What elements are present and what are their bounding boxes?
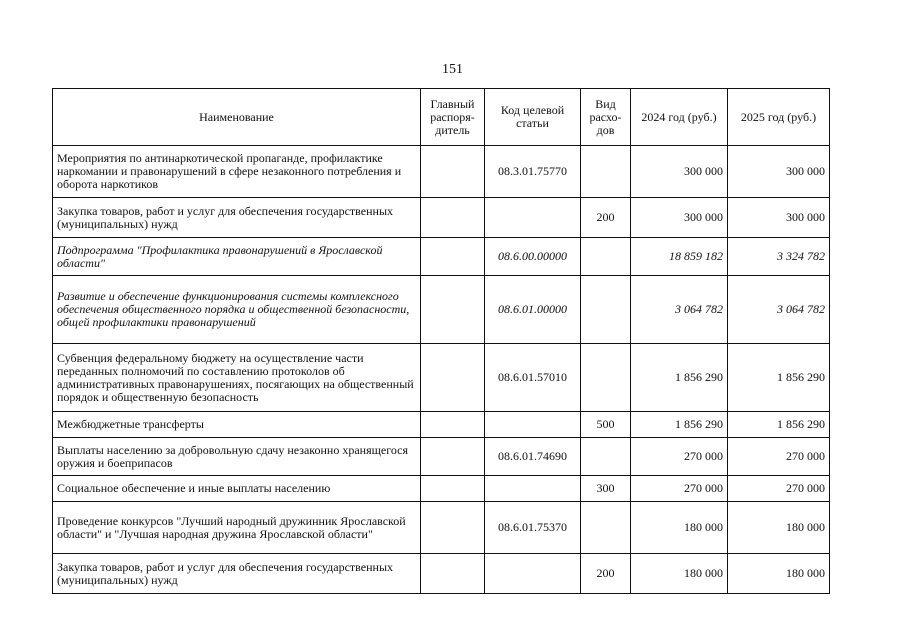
row-type: 500 <box>581 412 631 438</box>
row-name: Закупка товаров, работ и услуг для обеспечения государственных (муниципальных) нужд <box>53 198 421 238</box>
table-row <box>53 198 830 238</box>
row-code: 08.6.01.00000 <box>485 276 581 344</box>
table-row <box>53 412 830 438</box>
table-row <box>53 554 830 594</box>
row-manager <box>421 554 485 594</box>
row-type <box>581 238 631 276</box>
row-type <box>581 146 631 198</box>
row-2025: 1 856 290 <box>728 344 830 412</box>
table-row <box>53 238 830 276</box>
row-type <box>581 344 631 412</box>
header-type: Вид расхо-дов <box>581 89 631 146</box>
header-2024: 2024 год (руб.) <box>631 89 728 146</box>
row-manager <box>421 238 485 276</box>
row-name: Межбюджетные трансферты <box>53 412 421 438</box>
row-2024: 270 000 <box>631 438 728 476</box>
row-2024: 300 000 <box>631 146 728 198</box>
row-2024: 300 000 <box>631 198 728 238</box>
row-2025: 3 324 782 <box>728 238 830 276</box>
table-row <box>53 344 830 412</box>
row-manager <box>421 438 485 476</box>
row-type <box>581 438 631 476</box>
row-2024: 180 000 <box>631 554 728 594</box>
row-name: Выплаты населению за добровольную сдачу незаконно хранящегося оружия и боеприпасов <box>53 438 421 476</box>
table-header-row <box>53 89 830 146</box>
row-2024: 180 000 <box>631 502 728 554</box>
row-code <box>485 554 581 594</box>
page-number: 151 <box>442 62 463 77</box>
row-code: 08.6.01.75370 <box>485 502 581 554</box>
row-2025: 300 000 <box>728 146 830 198</box>
table-row <box>53 438 830 476</box>
row-type: 300 <box>581 476 631 502</box>
header-manager: Главный распоря-дитель <box>421 89 485 146</box>
table-row <box>53 502 830 554</box>
row-2024: 1 856 290 <box>631 344 728 412</box>
row-2025: 3 064 782 <box>728 276 830 344</box>
row-2025: 1 856 290 <box>728 412 830 438</box>
row-code: 08.3.01.75770 <box>485 146 581 198</box>
header-2025: 2025 год (руб.) <box>728 89 830 146</box>
row-2025: 300 000 <box>728 198 830 238</box>
row-type: 200 <box>581 198 631 238</box>
row-2025: 180 000 <box>728 502 830 554</box>
row-code <box>485 412 581 438</box>
row-2025: 270 000 <box>728 476 830 502</box>
row-code: 08.6.00.00000 <box>485 238 581 276</box>
table-row <box>53 476 830 502</box>
row-name: Подпрограмма "Профилактика правонарушений в Ярославской области" <box>53 238 421 276</box>
table-row <box>53 146 830 198</box>
row-code <box>485 198 581 238</box>
row-name: Субвенция федеральному бюджету на осуществление части переданных полномочий по составлению протоколов об административных правонарушениях, посягающих на общественный порядок и общественную безопасность <box>53 344 421 412</box>
row-manager <box>421 198 485 238</box>
row-name: Мероприятия по антинаркотической пропаганде, профилактике наркомании и правонарушений в сфере незаконного потребления и оборота наркотиков <box>53 146 421 198</box>
budget-table <box>52 88 830 594</box>
row-2024: 270 000 <box>631 476 728 502</box>
table-row <box>53 276 830 344</box>
row-manager <box>421 146 485 198</box>
row-2025: 270 000 <box>728 438 830 476</box>
row-name: Проведение конкурсов "Лучший народный дружинник Ярославской области" и "Лучшая народная дружина Ярославской области" <box>53 502 421 554</box>
row-code <box>485 476 581 502</box>
header-name: Наименование <box>53 89 421 146</box>
row-type <box>581 276 631 344</box>
row-manager <box>421 412 485 438</box>
row-2024: 1 856 290 <box>631 412 728 438</box>
row-manager <box>421 276 485 344</box>
row-2024: 3 064 782 <box>631 276 728 344</box>
row-name: Развитие и обеспечение функционирования системы комплексного обеспечения общественного порядка и общественной безопасности, общей профилактики правонарушений <box>53 276 421 344</box>
row-2025: 180 000 <box>728 554 830 594</box>
row-type <box>581 502 631 554</box>
row-manager <box>421 344 485 412</box>
row-manager <box>421 476 485 502</box>
row-code: 08.6.01.57010 <box>485 344 581 412</box>
row-type: 200 <box>581 554 631 594</box>
row-manager <box>421 502 485 554</box>
row-code: 08.6.01.74690 <box>485 438 581 476</box>
row-name: Социальное обеспечение и иные выплаты населению <box>53 476 421 502</box>
header-code: Код целевой статьи <box>485 89 581 146</box>
row-2024: 18 859 182 <box>631 238 728 276</box>
row-name: Закупка товаров, работ и услуг для обеспечения государственных (муниципальных) нужд <box>53 554 421 594</box>
